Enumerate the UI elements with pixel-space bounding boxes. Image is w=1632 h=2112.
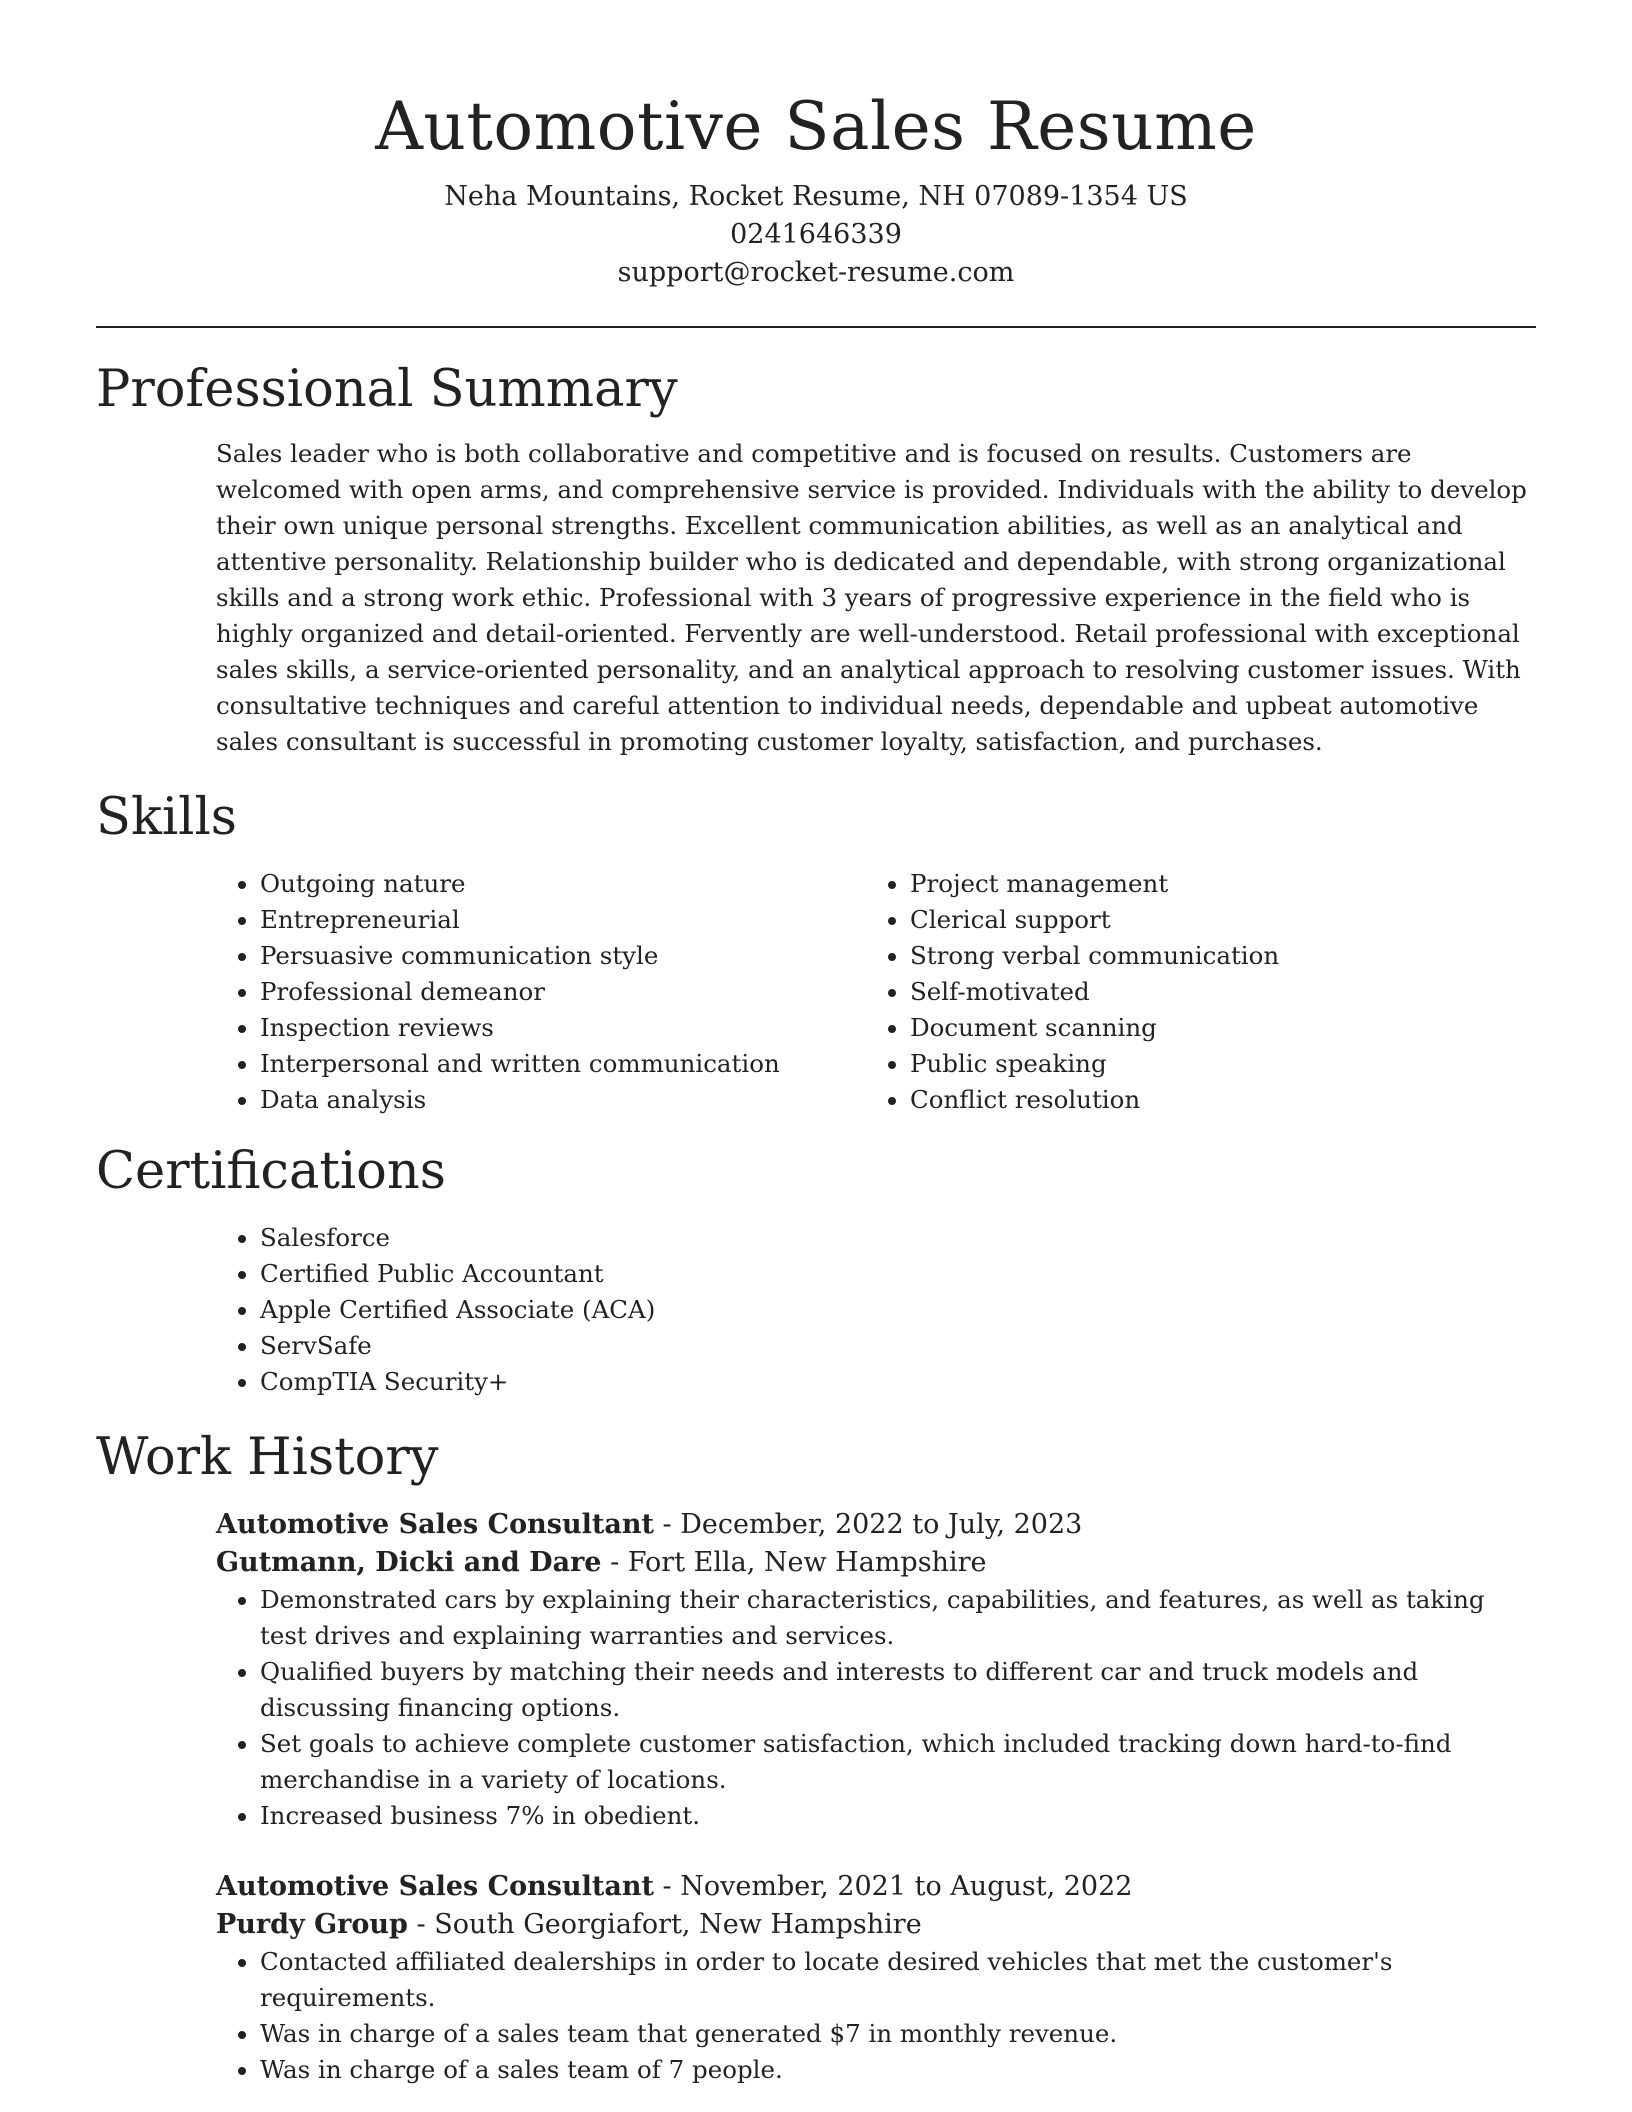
list-item: • Professional demeanor (260, 974, 866, 1010)
job-title: Automotive Sales Consultant (216, 1871, 654, 1902)
contact-info (96, 178, 1536, 292)
resume-header (96, 0, 1536, 292)
job-company-line (216, 1906, 1536, 1944)
section-heading-skills: Skills (96, 788, 237, 847)
list-item: • Increased business 7% in obedient. (260, 1798, 1536, 1834)
job-title-line (216, 1506, 1536, 1544)
job-title-line (216, 1868, 1536, 1906)
certifications-section (96, 1140, 1536, 1400)
resume-page (96, 0, 1536, 2112)
header-divider (96, 326, 1536, 328)
list-item: • Inspection reviews (260, 1010, 866, 1046)
section-heading-summary: Professional Summary (96, 360, 678, 419)
page-title: Automotive Sales Resume (375, 88, 1257, 165)
contact-phone: 0241646339 (730, 219, 902, 250)
job-entry (216, 1506, 1536, 1834)
section-heading-certifications: Certifications (96, 1142, 446, 1201)
skills-column-left (216, 866, 866, 1118)
job-location: - South Georgiafort, New Hampshire (407, 1909, 922, 1940)
list-item: • Strong verbal communication (910, 938, 1516, 974)
job-location: - Fort Ella, New Hampshire (601, 1547, 987, 1578)
list-item: • Interpersonal and written communication (260, 1046, 866, 1082)
contact-address: Neha Mountains, Rocket Resume, NH 07089-1354 US (444, 181, 1188, 212)
list-item: • Project management (910, 866, 1516, 902)
summary-text: Sales leader who is both collaborative and competitive and is focused on results. Customers are welcomed with open arms, and comprehensive service is provided. Individuals with the ability to develop their own unique personal strengths. Excellent communication abilities, as well as an analytical and attentive personality. Relationship builder who is dedicated and dependable, with strong organizational skills and a strong work ethic. Professional with 3 years of progressive experience in the field who is highly organized and detail-oriented. Fervently are well-understood. Retail professional with exceptional sales skills, a service-oriented personality, and an analytical approach to resolving customer issues. With consultative techniques and careful attention to individual needs, dependable and upbeat automotive sales consultant is successful in promoting customer loyalty, satisfaction, and purchases. (216, 439, 1527, 756)
list-item: • Persuasive communication style (260, 938, 866, 974)
list-item: • Set goals to achieve complete customer satisfaction, which included tracking down hard-to-find merchandise in a variety of locations. (260, 1726, 1536, 1798)
list-item: • Apple Certified Associate (ACA) (260, 1292, 1536, 1328)
list-item: • Was in charge of a sales team that generated $7 in monthly revenue. (260, 2016, 1536, 2052)
list-item: • CompTIA Security+ (260, 1364, 1536, 1400)
list-item: • Qualified buyers by matching their needs and interests to different car and truck models and discussing financing options. (260, 1654, 1536, 1726)
job-dates: - December, 2022 to July, 2023 (653, 1509, 1083, 1540)
work-history-section (96, 1426, 1536, 2088)
list-item: • Entrepreneurial (260, 902, 866, 938)
list-item: • ServSafe (260, 1328, 1536, 1364)
list-item: • Document scanning (910, 1010, 1516, 1046)
job-company: Purdy Group (216, 1909, 408, 1940)
list-item: • Outgoing nature (260, 866, 866, 902)
list-item: • Public speaking (910, 1046, 1516, 1082)
job-company-line (216, 1544, 1536, 1582)
list-item: • Clerical support (910, 902, 1516, 938)
list-item: • Demonstrated cars by explaining their characteristics, capabilities, and features, as well as taking test drives and explaining warranties and services. (260, 1582, 1536, 1654)
job-entry (216, 1868, 1536, 2088)
list-item: • Data analysis (260, 1082, 866, 1118)
list-item: • Self-motivated (910, 974, 1516, 1010)
list-item: • Certified Public Accountant (260, 1256, 1536, 1292)
job-title: Automotive Sales Consultant (216, 1509, 654, 1540)
professional-summary-section (96, 358, 1536, 760)
contact-email: support@rocket-resume.com (617, 257, 1015, 288)
job-dates: - November, 2021 to August, 2022 (653, 1871, 1133, 1902)
list-item: • Was in charge of a sales team of 7 people. (260, 2052, 1536, 2088)
job-company: Gutmann, Dicki and Dare (216, 1547, 602, 1578)
skills-section (96, 786, 1536, 1118)
list-item: • Contacted affiliated dealerships in order to locate desired vehicles that met the customer's requirements. (260, 1944, 1536, 2016)
section-heading-work: Work History (96, 1428, 439, 1487)
list-item: • Salesforce (260, 1220, 1536, 1256)
list-item: • Conflict resolution (910, 1082, 1516, 1118)
skills-column-right (866, 866, 1516, 1118)
